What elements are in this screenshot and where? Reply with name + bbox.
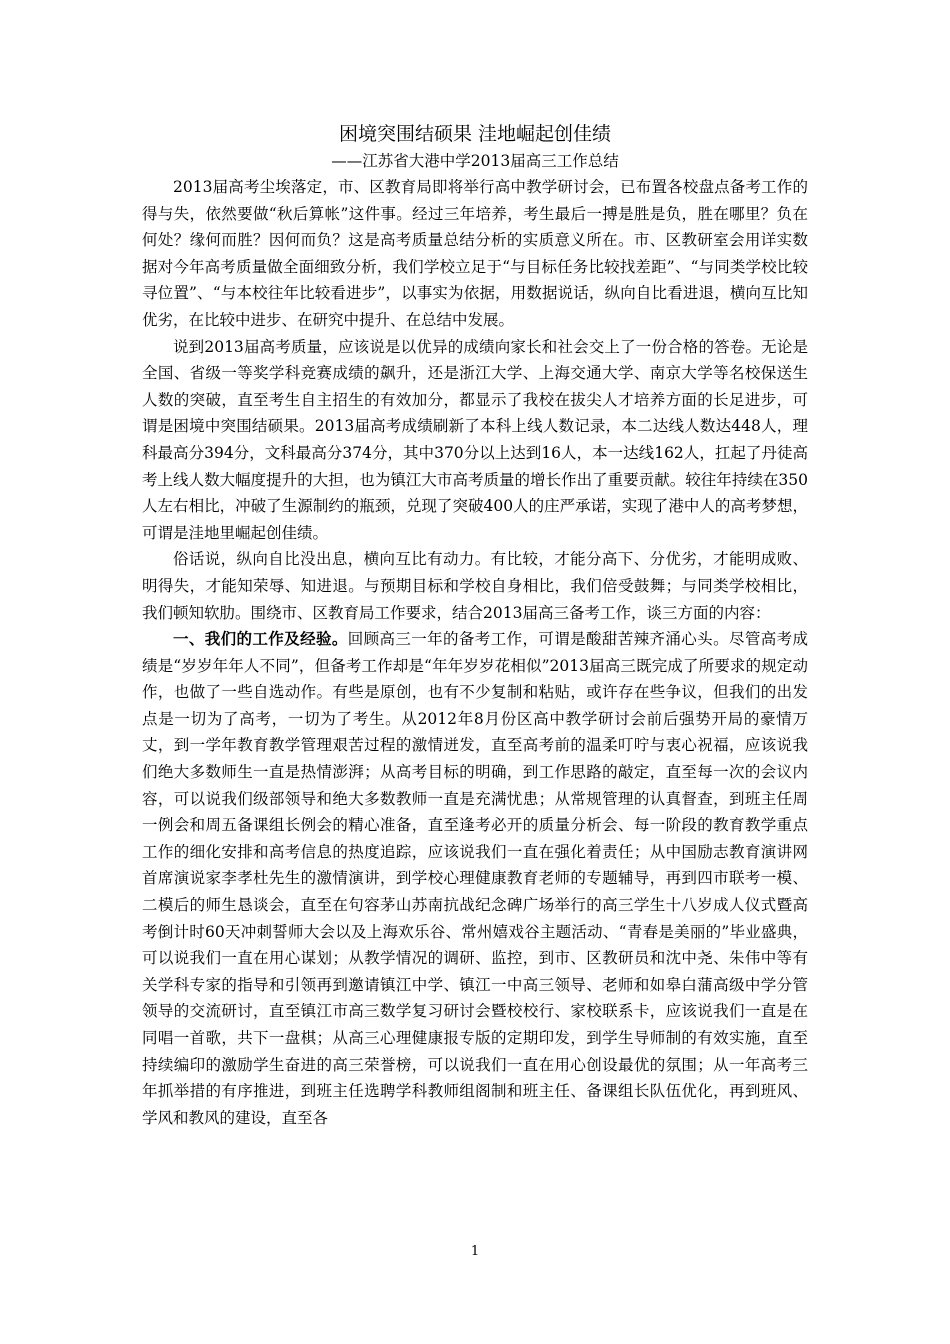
paragraph-text: 回顾高三一年的备考工作，可谓是酸甜苦辣齐涌心头。尽管高考成绩是“岁岁年年人不同”，但备考工作却是“年年岁岁花相似”2013届高三既完成了所要求的规定动作，也做了一些自选动作。有些是原创，也有不少复制和粘贴，或许存在些争议，但我们的出发点是一切为了高考，一切为了考生。从2012年8月份区高中教学研讨会前后强势开局的豪情万丈，到一学年教育教学管理艰苦过程的激情迸发，直至高考前的温柔叮咛与衷心祝福，应该说我们绝大多数师生一直是热情澎湃；从高考目标的明确，到工作思路的敲定，直至每一次的会议内容，可以说我们级部领导和绝大多数教师一直是充满忧患；从常规管理的认真督查，到班主任周一例会和周五备课组长例会的精心准备，直至逢考必开的质量分析会、每一阶段的教育教学重点工作的细化安排和高考信息的热度追踪，应该说我们一直在强化着责任；从中国励志教育演讲网首席演说家李孝杜先生的激情演讲，到学校心理健康教育老师的专题辅导，再到四市联考一模、二模后的师生恳谈会，直至在句容茅山苏南抗战纪念碑广场举行的高三学生十八岁成人仪式暨高考倒计时60天冲刺誓师大会以及上海欢乐谷、常州嬉戏谷主题活动、“青春是美丽的”毕业盛典，可以说我们一直在用心谋划；从教学情况的调研、监控，到市、区教研员和沈中尧、朱伟中等有关学科专家的指导和引领再到邀请镇江中学、镇江一中高三领导、老师和如皋白蒲高级中学分管领导的交流研讨，直至镇江市高三数学复习研讨会暨校校行、家校联系卡，应该说我们一直是在同唱一首歌，共下一盘棋；从高三心理健康报专版的定期印发，到学生导师制的有效实施，直至持续编印的激励学生奋进的高三荣誉榜，可以说我们一直在用心创设最优的氛围；从一年高考三年抓举措的有序推进，到班主任选聘学科教师组阁制和班主任、备课组长队伍优化，再到班风、学风和教风的建设，直至各 — [142, 630, 808, 1127]
document-body — [142, 120, 808, 1131]
document-subtitle: ——江苏省大港中学2013届高三工作总结 — [331, 152, 619, 170]
paragraph-text: 说到2013届高考质量，应该说是以优异的成绩向家长和社会交上了一份合格的答卷。无论是全国、省级一等奖学科竞赛成绩的飙升，还是浙江大学、上海交通大学、南京大学等名校保送生人数的突破，直至考生自主招生的有效加分，都显示了我校在拔尖人才培养方面的长足进步，可谓是困境中突围结硕果。2013届高考成绩刷新了本科上线人数记录，本二达线人数达448人，理科最高分394分，文科最高分374分，其中370分以上达到16人，本一达线162人，扛起了丹徒高考上线人数大幅度提升的大担，也为镇江大市高考质量的增长作出了重要贡献。较往年持续在350人左右相比，冲破了生源制约的瓶颈，兑现了突破400人的庄严承诺，实现了港中人的高考梦想，可谓是洼地里崛起创佳绩。 — [142, 337, 808, 542]
paragraph-text: 2013届高考尘埃落定，市、区教育局即将举行高中教学研讨会，已布置各校盘点备考工作的得与失，依然要做“秋后算帐”这件事。经过三年培养，考生最后一搏是胜是负，胜在哪里？负在何处？缘何而胜？因何而负？这是高考质量总结分析的实质意义所在。市、区教研室会用详实数据对今年高考质量做全面细致分析，我们学校立足于“与目标任务比较找差距”、“与同类学校比较寻位置”、“与本校往年比较看进步”，以事实为依据，用数据说话，纵向自比看进退，横向互比知优劣，在比较中进步、在研究中提升、在总结中发展。 — [142, 178, 808, 329]
paragraph-2 — [142, 334, 808, 547]
section-heading: 一、我们的工作及经验。 — [173, 629, 348, 649]
document-title: 困境突围结硕果 洼地崛起创佳绩 — [338, 123, 612, 145]
paragraph-1 — [142, 174, 808, 334]
page-number: 1 — [470, 1244, 480, 1259]
paragraph-text: 俗话说，纵向自比没出息，横向互比有动力。有比较，才能分高下、分优劣，才能明成败、明得失，才能知荣辱、知进退。与预期目标和学校自身相比，我们倍受鼓舞；与同类学校相比，我们顿知软肋。围绕市、区教育局工作要求，结合2013届高三备考工作，谈三方面的内容： — [142, 550, 808, 622]
paragraph-4 — [142, 626, 808, 1131]
paragraph-3 — [142, 546, 808, 626]
